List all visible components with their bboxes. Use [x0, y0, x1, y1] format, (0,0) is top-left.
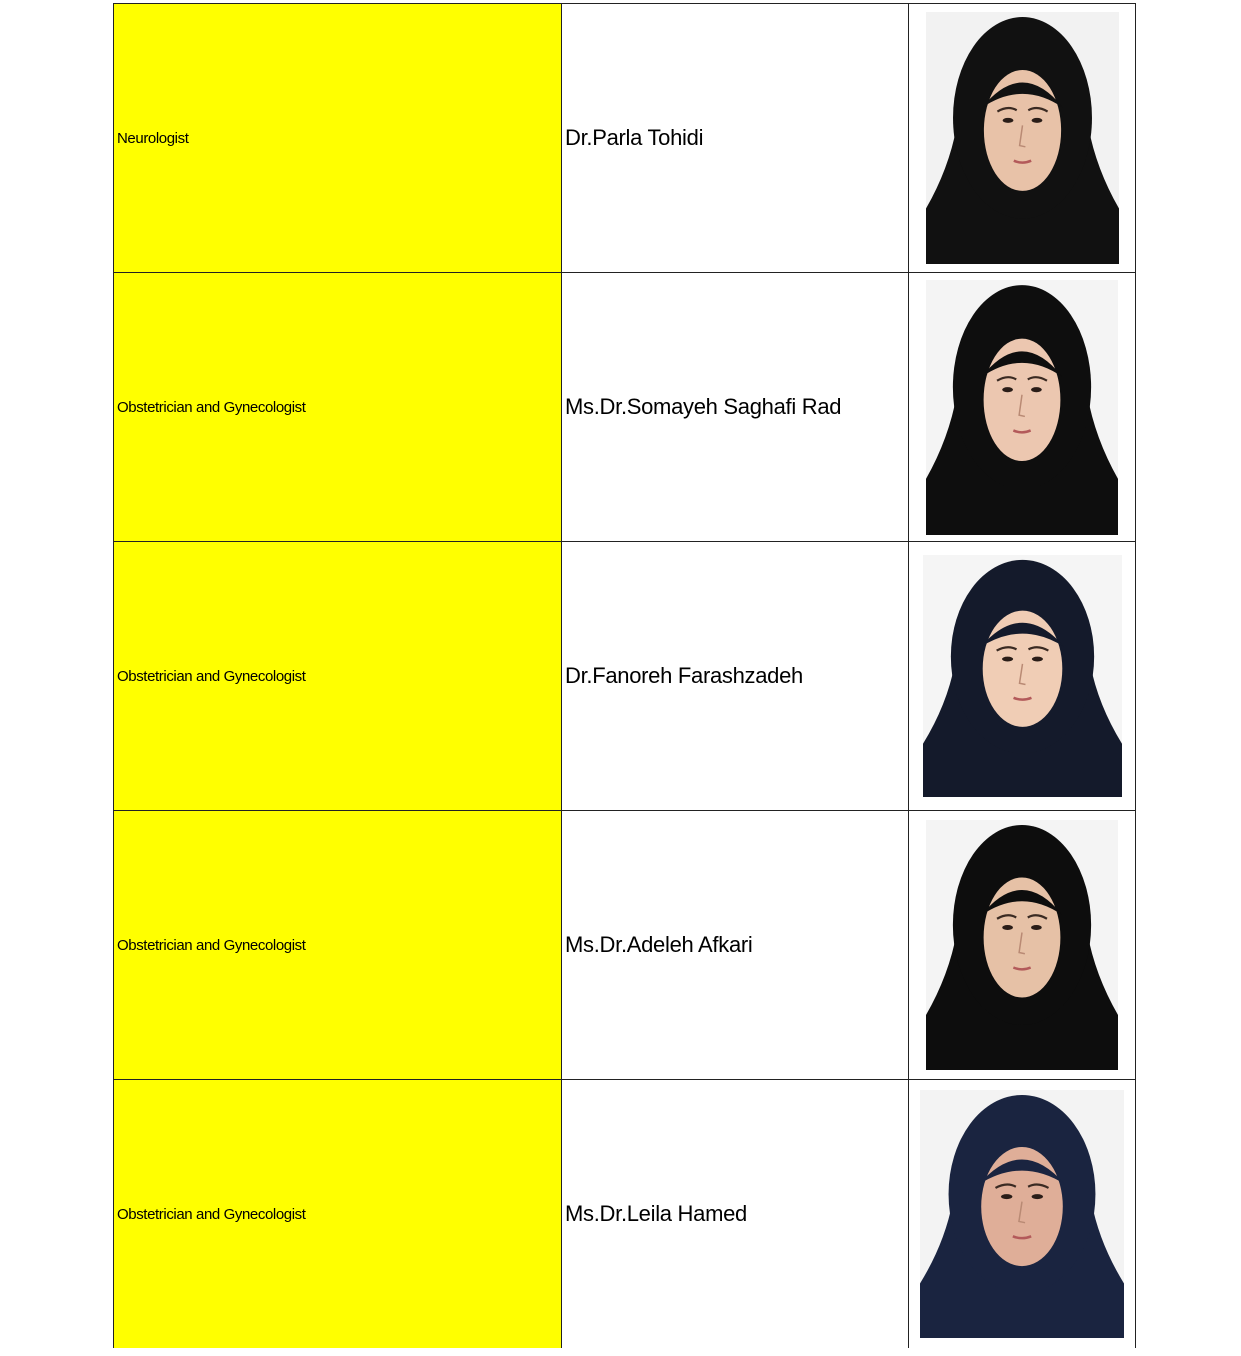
photo-cell [909, 811, 1136, 1080]
name-cell [562, 1080, 909, 1349]
doctor-name: Ms.Dr.Adeleh Afkari [565, 932, 753, 957]
specialty-label: Obstetrician and Gynecologist [117, 667, 306, 685]
doctor-name: Ms.Dr.Leila Hamed [565, 1201, 747, 1226]
specialty-cell [114, 542, 562, 811]
specialty-cell [114, 4, 562, 273]
eye-right [1031, 118, 1042, 123]
specialty-label: Obstetrician and Gynecologist [117, 398, 306, 416]
table-row [114, 811, 1136, 1080]
eye-right [1031, 657, 1042, 662]
eye-left [1002, 925, 1013, 930]
eye-right [1031, 387, 1042, 392]
portrait-photo [923, 555, 1122, 797]
eye-left [1002, 657, 1013, 662]
eye-right [1031, 925, 1042, 930]
specialty-label: Obstetrician and Gynecologist [117, 1205, 306, 1223]
eye-left [1001, 1194, 1012, 1199]
eye-left [1002, 387, 1013, 392]
specialty-cell [114, 273, 562, 542]
eye-right [1032, 1194, 1043, 1199]
doctor-name: Dr.Parla Tohidi [565, 125, 704, 150]
table-row [114, 4, 1136, 273]
name-cell [562, 811, 909, 1080]
specialty-cell [114, 1080, 562, 1349]
doctor-name: Dr.Fanoreh Farashzadeh [565, 663, 803, 688]
table-row [114, 273, 1136, 542]
table-row [114, 1080, 1136, 1349]
eye-left [1002, 118, 1013, 123]
name-cell [562, 273, 909, 542]
portrait-photo [920, 1090, 1124, 1338]
doctor-name: Ms.Dr.Somayeh Saghafi Rad [565, 394, 842, 419]
name-cell [562, 4, 909, 273]
doctor-table [113, 3, 1136, 1348]
name-cell [562, 542, 909, 811]
portrait-photo [926, 820, 1118, 1070]
photo-cell [909, 1080, 1136, 1349]
photo-cell [909, 542, 1136, 811]
photo-cell [909, 273, 1136, 542]
specialty-cell [114, 811, 562, 1080]
specialty-label: Obstetrician and Gynecologist [117, 936, 306, 954]
specialty-label: Neurologist [117, 129, 189, 147]
portrait-photo [926, 280, 1118, 535]
photo-cell [909, 4, 1136, 273]
table-row [114, 542, 1136, 811]
portrait-photo [926, 12, 1119, 264]
